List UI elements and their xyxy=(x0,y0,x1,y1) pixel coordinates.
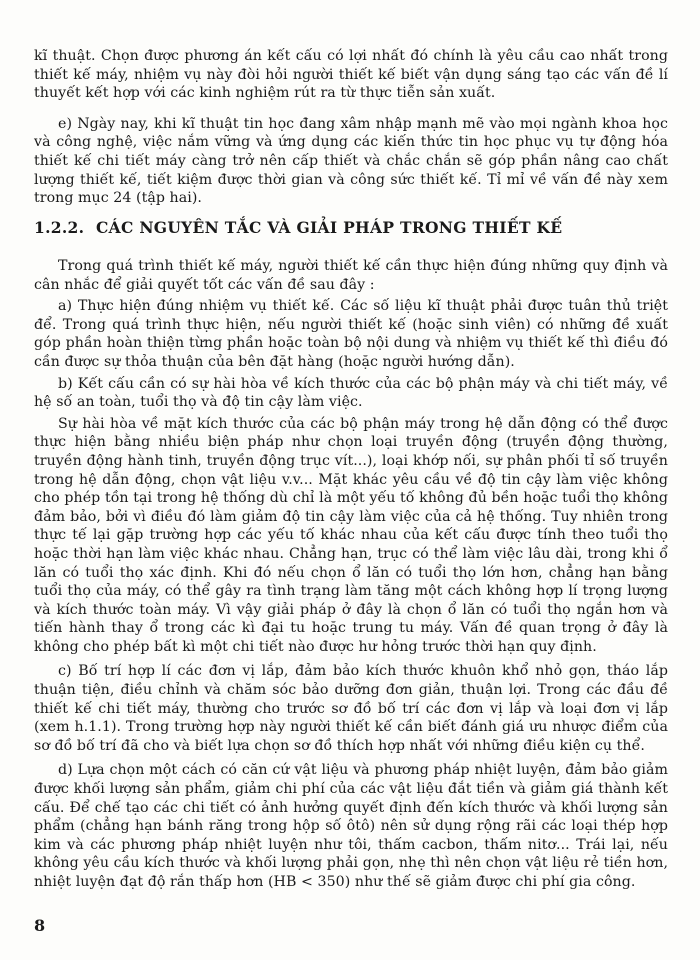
section-number: 1.2.2. xyxy=(34,218,85,237)
section-body xyxy=(34,257,668,892)
paragraph-c: c) Bố trí hợp lí các đơn vị lắp, đảm bảo kích thước khuôn khổ nhỏ gọn, tháo lắp thuận tiện, điều chỉnh và chăm sóc bảo dưỡng đơn giản, thuận lợi. Trong các đầu đề thiết kế chi tiết máy, thường cho trước sơ đồ bố trí các đơn vị lắp và loại đơn vị lắp (xem h.1.1). Trong trường hợp này người thiết kế cần biết đánh giá ưu nhược điểm của sơ đồ bố trí đã cho và biết lựa chọn sơ đồ thích hợp nhất với những điều kiện cụ thể. xyxy=(34,663,668,754)
section-title: CÁC NGUYÊN TẮC VÀ GIẢI PHÁP TRONG THIẾT KẾ xyxy=(96,218,563,237)
paragraph-e: e) Ngày nay, khi kĩ thuật tin học đang xâm nhập mạnh mẽ vào mọi ngành khoa học và công nghệ, việc nắm vững và ứng dụng các kiến thức tin học phục vụ tự động hóa thiết kế chi tiết máy càng trở nên cấp thiết và chắc chắn sẽ góp phần nâng cao chất lượng thiết kế, tiết kiệm được thời gian và công sức thiết kế. Tỉ mỉ về vấn đề này xem trong mục 24 (tập hai). xyxy=(34,115,668,207)
paragraph-a: a) Thực hiện đúng nhiệm vụ thiết kế. Các số liệu kĩ thuật phải được tuân thủ triệt để. Trong quá trình thực hiện, nếu người thiết kế (hoặc sinh viên) có những đề xuất góp phần hoàn thiện từng phần hoặc toàn bộ nội dung và nhiệm vụ thiết kế thì điều đó cần được sự thỏa thuận của bên đặt hàng (hoặc người hướng dẫn). xyxy=(34,298,668,370)
page-number: 8 xyxy=(34,916,46,935)
paragraph-continuation: kĩ thuật. Chọn được phương án kết cấu có lợi nhất đó chính là yêu cầu cao nhất trong thiết kế máy, nhiệm vụ này đòi hỏi người thiết kế biết vận dụng sáng tạo các vấn đề lí thuyết kết hợp với các kinh nghiệm rút ra từ thực tiễn sản xuất. xyxy=(34,48,668,102)
paragraph-b-detail: Sự hài hòa về mặt kích thước của các bộ phận máy trong hệ dẫn động có thể được thực hiện bằng nhiều biện pháp như chọn loại truyền động (truyền động thường, truyền động hành tinh, truyền động trục vít...), loại khớp nối, sự phân phối tỉ số truyền trong hệ dẫn động, chọn vật liệu v.v... Mặt khác yêu cầu về độ tin cậy làm việc không cho phép tồn tại trong hệ thống dù chỉ là một yếu tố không đủ bền hoặc tuổi thọ không đảm bảo, bởi vì điều đó làm giảm độ tin cậy làm việc của cả hệ thống. Tuy nhiên trong thực tế lại gặp trường hợp các yếu tố khác nhau của kết cấu được tính theo tuổi thọ hoặc thời hạn làm việc khác nhau. Chẳng hạn, trục có thể làm việc lâu dài, trong khi ổ lăn có tuổi thọ xác định. Khi đó nếu chọn ổ lăn có tuổi thọ lớn hơn, chẳng hạn bằng tuổi thọ của máy, có thể gây ra tình trạng làm tăng một cách không hợp lí trọng lượng và kích thước toàn máy. Vì vậy giải pháp ở đây là chọn ổ lăn có tuổi thọ ngắn hơn và tiến hành thay ổ trong các kì đại tu hoặc trung tu máy. Vấn đề quan trọng ở đây là không cho phép bất kì một chi tiết nào được hư hỏng trước thời hạn quy định. xyxy=(34,415,668,655)
paragraph-d: d) Lựa chọn một cách có căn cứ vật liệu và phương pháp nhiệt luyện, đảm bảo giảm được khối lượng sản phẩm, giảm chi phí của các vật liệu đắt tiền và giảm giá thành kết cấu. Để chế tạo các chi tiết có ảnh hưởng quyết định đến kích thước và khối lượng sản phẩm (chẳng hạn bánh răng trong hộp số ôtô) nên sử dụng rộng rãi các loại thép hợp kim và các phương pháp nhiệt luyện như tôi, thấm cacbon, thấm nitơ... Trái lại, nếu không yêu cầu kích thước và khối lượng phải gọn, nhẹ thì nên chọn vật liệu rẻ tiền hơn, nhiệt luyện đạt độ rắn thấp hơn (HB < 350) như thế sẽ giảm được chi phí gia công. xyxy=(34,762,668,890)
intro-text xyxy=(34,47,668,208)
paragraph-lead: Trong quá trình thiết kế máy, người thiết kế cần thực hiện đúng những quy định và cân nhắc để giải quyết tốt các vấn đề sau đây : xyxy=(34,258,668,293)
section-heading xyxy=(34,218,562,237)
paragraph-b: b) Kết cấu cần có sự hài hòa về kích thước của các bộ phận máy và chi tiết máy, về hệ số an toàn, tuổi thọ và độ tin cậy làm việc. xyxy=(34,375,668,411)
